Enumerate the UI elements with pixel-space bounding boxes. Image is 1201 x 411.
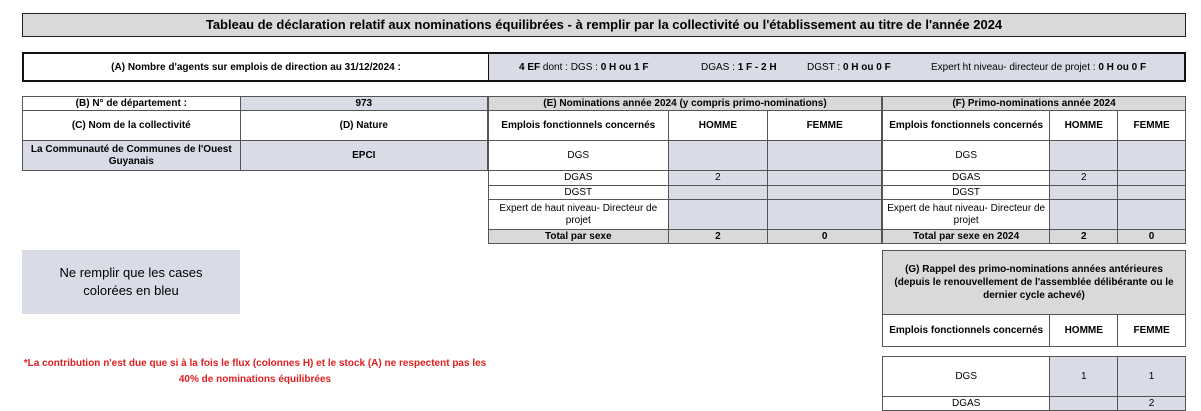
g-row-label: DGS: [883, 357, 1050, 397]
section-e-table: [488, 96, 882, 244]
e-row-label: DGST: [489, 186, 669, 200]
f-total-homme: 2: [1050, 230, 1118, 244]
nature-header: (D) Nature: [240, 111, 487, 141]
agents-values[interactable]: [489, 54, 1184, 80]
collectivite-value[interactable]: La Communauté de Communes de l'Ouest Guyanais: [23, 141, 241, 171]
g-col-emplois: Emplois fonctionnels concernés: [883, 315, 1050, 347]
e-row-femme[interactable]: [768, 200, 882, 230]
e-row-label: DGS: [489, 141, 669, 171]
section-e-title: (E) Nominations année 2024 (y compris primo-nominations): [489, 97, 882, 111]
f-total-label: Total par sexe en 2024: [883, 230, 1050, 244]
agents-expert: Expert ht niveau- directeur de projet : 0 H ou 0 F: [931, 61, 1147, 73]
agents-dgas: DGAS : 1 F - 2 H: [701, 61, 777, 73]
table-row: [489, 186, 882, 200]
f-row-label: DGAS: [883, 171, 1050, 186]
g-row-label: DGAS: [883, 397, 1050, 411]
table-row: [883, 200, 1186, 230]
f-total-femme: 0: [1118, 230, 1186, 244]
collectivite-table: [22, 96, 488, 171]
e-col-emplois: Emplois fonctionnels concernés: [489, 111, 669, 141]
table-row: [883, 141, 1186, 171]
f-row-label: DGST: [883, 186, 1050, 200]
f-row-homme[interactable]: [1050, 186, 1118, 200]
dept-value[interactable]: 973: [240, 97, 487, 111]
table-row: [883, 357, 1186, 397]
e-row-homme[interactable]: [668, 141, 768, 171]
collectivite-header: (C) Nom de la collectivité: [23, 111, 241, 141]
total-row: [489, 230, 882, 244]
section-f-table: [882, 96, 1186, 244]
table-row: [883, 171, 1186, 186]
g-row-homme[interactable]: 1: [1050, 357, 1118, 397]
f-col-emplois: Emplois fonctionnels concernés: [883, 111, 1050, 141]
g-col-homme: HOMME: [1050, 315, 1118, 347]
table-row: [489, 171, 882, 186]
contribution-warning: *La contribution n'est due que si à la fois le flux (colonnes H) et le stock (A) ne respectent pas les 40% de nominations équilibrées: [23, 358, 487, 385]
section-f-title: (F) Primo-nominations année 2024: [883, 97, 1186, 111]
instruction-note: Ne remplir que les cases colorées en bleu: [22, 250, 240, 314]
agents-label: (A) Nombre d'agents sur emplois de direction au 31/12/2024 :: [24, 54, 489, 80]
nature-value[interactable]: EPCI: [240, 141, 487, 171]
dept-label: (B) N° de département :: [23, 97, 241, 111]
page-title: Tableau de déclaration relatif aux nominations équilibrées - à remplir par la collectivité ou l'établissement au titre de l'année 2024: [22, 13, 1186, 37]
agents-dgst: DGST : 0 H ou 0 F: [807, 61, 891, 73]
total-row: [883, 230, 1186, 244]
e-row-label: DGAS: [489, 171, 669, 186]
agents-row: [22, 52, 1186, 82]
table-row: [883, 397, 1186, 411]
e-col-homme: HOMME: [668, 111, 768, 141]
f-row-femme[interactable]: [1118, 171, 1186, 186]
e-row-homme[interactable]: [668, 186, 768, 200]
f-col-femme: FEMME: [1118, 111, 1186, 141]
f-row-label: DGS: [883, 141, 1050, 171]
f-row-homme[interactable]: 2: [1050, 171, 1118, 186]
e-row-femme[interactable]: [768, 186, 882, 200]
f-row-femme[interactable]: [1118, 141, 1186, 171]
g-row-homme[interactable]: [1050, 397, 1118, 411]
section-g-title: (G) Rappel des primo-nominations années antérieures (depuis le renouvellement de l'assemblée délibérante ou le dernier cycle achevé): [883, 251, 1186, 315]
agents-ef: 4 EF dont : DGS : 0 H ou 1 F: [519, 61, 649, 73]
f-col-homme: HOMME: [1050, 111, 1118, 141]
e-row-homme[interactable]: [668, 200, 768, 230]
f-row-homme[interactable]: [1050, 141, 1118, 171]
g-col-femme: FEMME: [1118, 315, 1186, 347]
e-total-homme: 2: [668, 230, 768, 244]
e-row-femme[interactable]: [768, 171, 882, 186]
table-row: [489, 141, 882, 171]
e-col-femme: FEMME: [768, 111, 882, 141]
e-row-homme[interactable]: 2: [668, 171, 768, 186]
f-row-label: Expert de haut niveau- Directeur de projet: [883, 200, 1050, 230]
f-row-femme[interactable]: [1118, 200, 1186, 230]
e-total-label: Total par sexe: [489, 230, 669, 244]
f-row-femme[interactable]: [1118, 186, 1186, 200]
e-row-femme[interactable]: [768, 141, 882, 171]
g-row-femme[interactable]: 1: [1118, 357, 1186, 397]
g-row-femme[interactable]: 2: [1118, 397, 1186, 411]
table-row: [883, 186, 1186, 200]
section-g-table: [882, 250, 1186, 411]
spacer: [883, 347, 1186, 357]
table-row: [489, 200, 882, 230]
e-row-label: Expert de haut niveau- Directeur de projet: [489, 200, 669, 230]
e-total-femme: 0: [768, 230, 882, 244]
f-row-homme[interactable]: [1050, 200, 1118, 230]
